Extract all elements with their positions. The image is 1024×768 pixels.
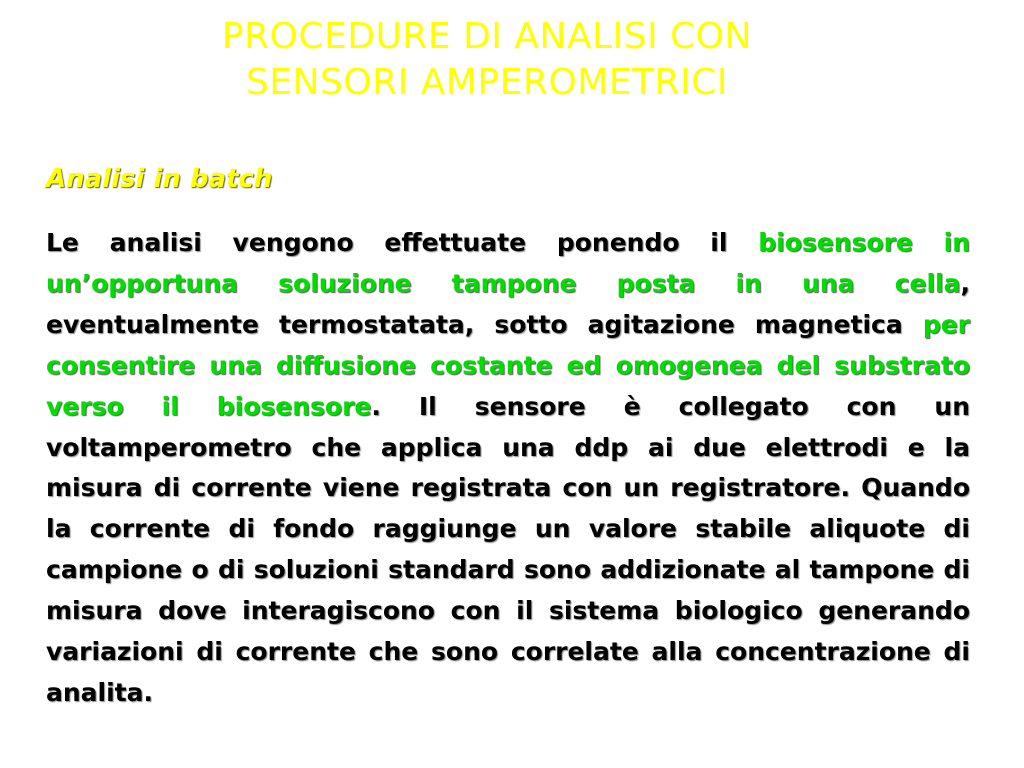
paragraph-text-1: Le analisi vengono effettuate ponendo il	[46, 228, 759, 257]
body-paragraph	[46, 223, 970, 714]
title-line-2: SENSORI AMPEROMETRICI	[246, 62, 728, 103]
title-line-1: PROCEDURE DI ANALISI CON	[221, 16, 753, 57]
paragraph-text-2: , eventualmente termostatata, sotto agitazione magnetica	[46, 268, 970, 339]
slide-title	[100, 14, 874, 106]
section-subtitle: Analisi in batch	[46, 164, 273, 194]
highlight-text-1: biosensore in un’opportuna soluzione tampone posta in una cella	[46, 228, 970, 298]
highlight-text-2: per consentire una diffusione costante ed omogenea del substrato verso il biosensore	[46, 309, 970, 421]
paragraph-text-3: . Il sensore è collegato con un voltamperometro che applica una ddp ai due elettrodi e la misura di corrente viene registrata con un registratore. Quando la corrente di fondo raggiunge un valore stabile aliquote di campione o di soluzioni standard sono addizionate al tampone di misura dove interagiscono con il sistema biologico generando variazioni di corrente che sono correlate alla concentrazione di analita.	[46, 391, 970, 707]
